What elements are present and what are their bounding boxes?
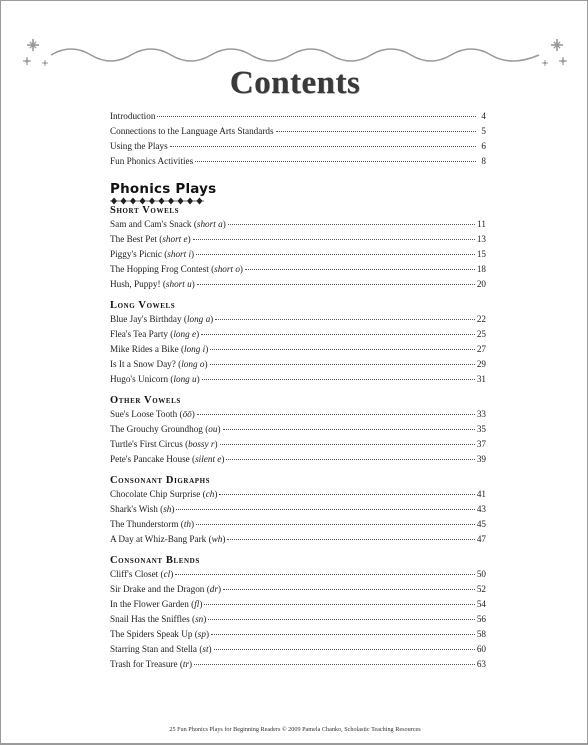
diamond-mark (111, 198, 117, 205)
toc-entry-page-number: 6 (481, 141, 486, 151)
toc-entry-title: Shark's Wish (110, 504, 158, 514)
dot-leader (214, 649, 475, 650)
toc-entry-label: Snail Has the Sniffles (sn) (110, 614, 207, 624)
toc-entry-page-number: 20 (476, 279, 486, 289)
toc-entry-phonics-hint: tr (182, 659, 190, 669)
toc-entry (110, 489, 486, 504)
toc-entry-label: Mike Rides a Bike (long i) (110, 344, 209, 354)
toc-entry-page-number: 45 (476, 519, 486, 529)
toc-entry-phonics-hint: short e (162, 234, 188, 244)
toc-entry (110, 424, 486, 439)
toc-entry-page-number: 50 (476, 569, 486, 579)
toc-entry-phonics-hint: sp (197, 629, 206, 639)
diamond-mark (168, 198, 174, 205)
toc-entry-page-number: 63 (476, 659, 486, 669)
diamond-mark (187, 198, 193, 205)
toc-sections (110, 205, 486, 674)
toc-entry-title: Pete's Pancake House (110, 454, 190, 464)
toc-entry-phonics-hint: long u (173, 374, 197, 384)
dot-leader (170, 146, 476, 147)
toc-entry-title: Chocolate Chip Surprise (110, 489, 201, 499)
toc-entry (110, 504, 486, 519)
toc-entry-title: Mike Rides a Bike (110, 344, 179, 354)
dot-leader (201, 334, 475, 335)
toc-entry-page-number: 37 (476, 439, 486, 449)
page-footer: 25 Fun Phonics Plays for Beginning Readers © 2009 Pamela Chanko, Scholastic Teaching Resources (169, 726, 421, 733)
toc-entry-phonics-hint: short u (165, 279, 192, 289)
toc-entry (110, 584, 486, 599)
dot-leader (215, 319, 475, 320)
toc-entry-page-number: 56 (476, 614, 486, 624)
toc-entry-page-number: 11 (477, 219, 486, 229)
toc-entry (110, 534, 486, 549)
toc-entry-label: In the Flower Garden (fl) (110, 599, 203, 609)
dot-leader (196, 254, 475, 255)
toc-entry-label: Sir Drake and the Dragon (dr) (110, 584, 221, 594)
diamond-mark (130, 198, 136, 205)
toc-entry-phonics-hint: sn (195, 614, 204, 624)
toc-entry-page-number: 27 (476, 344, 486, 354)
toc-entry-phonics-hint: fl (194, 599, 200, 609)
page-title: Contents (229, 65, 361, 101)
section-title: Consonant Blends (110, 555, 200, 566)
toc-entry (110, 141, 486, 156)
toc-entry (110, 629, 486, 644)
toc-entry-title: Trash for Treasure (110, 659, 178, 669)
dot-leader (157, 116, 476, 117)
diamond-mark (178, 198, 184, 205)
toc-entry-label (110, 111, 155, 121)
toc-entry-label: Blue Jay's Birthday (long a) (110, 314, 214, 324)
toc-entry (110, 219, 486, 234)
toc-entry-title: The Spiders Speak Up (110, 629, 193, 639)
toc-entry-phonics-hint: short o (214, 264, 240, 274)
dot-leader (196, 524, 475, 525)
toc-entry (110, 439, 486, 454)
toc-entry-page-number: 25 (476, 329, 486, 339)
toc-entry-title: Snail Has the Sniffles (110, 614, 190, 624)
toc-entry-page-number: 31 (476, 374, 486, 384)
toc-entry-title: Piggy's Picnic (110, 249, 162, 259)
toc-entry (110, 329, 486, 344)
toc-entry-phonics-hint: short i (167, 249, 192, 259)
toc-entry (110, 314, 486, 329)
toc-entry-label (110, 141, 168, 151)
toc-entry (110, 156, 486, 171)
dot-leader (193, 239, 475, 240)
dot-leader (227, 539, 474, 540)
toc-entry-label: The Best Pet (short e) (110, 234, 191, 244)
toc-entry-title: The Best Pet (110, 234, 157, 244)
toc-entry-label: Sue's Loose Tooth (ōō) (110, 409, 195, 419)
toc-entry-phonics-hint: bossy r (188, 439, 215, 449)
toc-entry-phonics-hint: ch (205, 489, 215, 499)
dot-leader (208, 619, 475, 620)
toc-entry-label: Is It a Snow Day? (long o) (110, 359, 208, 369)
toc-entry-page-number: 58 (476, 629, 486, 639)
toc-entry (110, 249, 486, 264)
toc-entry-label: Hugo's Unicorn (long u) (110, 374, 200, 384)
toc-entry-label: Chocolate Chip Surprise (ch) (110, 489, 218, 499)
section-title: Short Vowels (110, 205, 180, 216)
toc-entry-label: The Thunderstorm (th) (110, 519, 195, 529)
toc-entry-title: Hugo's Unicorn (110, 374, 169, 384)
dot-leader (202, 379, 475, 380)
dot-leader (228, 224, 475, 225)
toc-entry (110, 519, 486, 534)
toc-entry (110, 644, 486, 659)
toc-entry-title: Turtle's First Circus (110, 439, 183, 449)
dot-leader (197, 284, 475, 285)
diamond-divider-ornament (110, 197, 204, 205)
toc-entry-title: Connections to the Language Arts Standards (110, 126, 274, 136)
toc-entry-page-number: 54 (476, 599, 486, 609)
toc-entry-phonics-hint: cl (163, 569, 171, 579)
dot-leader (210, 349, 475, 350)
intro-entries (110, 111, 486, 171)
toc-entry-page-number: 43 (476, 504, 486, 514)
toc-entry-title: Starring Stan and Stella (110, 644, 198, 654)
toc-entry-label: Flea's Tea Party (long e) (110, 329, 200, 339)
toc-entry-title: Blue Jay's Birthday (110, 314, 182, 324)
toc-entry-page-number: 15 (476, 249, 486, 259)
dot-leader (245, 269, 475, 270)
toc-entry-title: Sam and Cam's Snack (110, 219, 192, 229)
toc-entry-page-number: 52 (476, 584, 486, 594)
diamond-mark (159, 198, 165, 205)
toc-entry (110, 126, 486, 141)
toc-entry-title: Using the Plays (110, 141, 168, 151)
toc-entry-label: Trash for Treasure (tr) (110, 659, 193, 669)
toc-entry-phonics-hint: long a (186, 314, 211, 324)
dot-leader (219, 494, 474, 495)
toc-entry (110, 264, 486, 279)
diamond-mark (140, 198, 146, 205)
toc-entry (110, 454, 486, 469)
toc-entry-label: Starring Stan and Stella (st) (110, 644, 212, 654)
toc-entry (110, 374, 486, 389)
toc-entry-label: Pete's Pancake House (silent e) (110, 454, 225, 464)
toc-entry-page-number: 4 (481, 111, 486, 121)
toc-entry-title: Cliff's Closet (110, 569, 159, 579)
toc-entry-label: The Spiders Speak Up (sp) (110, 629, 210, 639)
toc-entry-page-number: 29 (476, 359, 486, 369)
dot-leader (223, 429, 475, 430)
toc-entry (110, 614, 486, 629)
toc-entry-label (110, 156, 193, 166)
dot-leader (226, 459, 474, 460)
diamond-mark (121, 198, 127, 205)
toc-entry-label: The Hopping Frog Contest (short o) (110, 264, 243, 274)
dot-leader (194, 664, 475, 665)
toc-entry-title: Sue's Loose Tooth (110, 409, 178, 419)
toc-entry-title: The Thunderstorm (110, 519, 179, 529)
toc-entry-label: The Grouchy Groundhog (ou) (110, 424, 221, 434)
toc-entry (110, 344, 486, 359)
section-title: Other Vowels (110, 395, 181, 406)
toc-entry-phonics-hint: sh (163, 504, 172, 514)
toc-entry-label: Turtle's First Circus (bossy r) (110, 439, 218, 449)
toc-entry-page-number: 47 (476, 534, 486, 544)
toc-entry-label: Shark's Wish (sh) (110, 504, 175, 514)
toc-entry (110, 359, 486, 374)
toc-entry (110, 234, 486, 249)
toc-entry (110, 111, 486, 126)
toc-entry-phonics-hint: silent e (195, 454, 222, 464)
dot-leader (176, 509, 474, 510)
dot-leader (220, 444, 475, 445)
dot-leader (276, 131, 476, 132)
diamond-mark (197, 198, 203, 205)
toc-entry-page-number: 41 (476, 489, 486, 499)
toc-entry-page-number: 35 (476, 424, 486, 434)
toc-entry-title: In the Flower Garden (110, 599, 189, 609)
diamond-mark (149, 198, 155, 205)
toc-entry-title: The Grouchy Groundhog (110, 424, 203, 434)
toc-entry-title: Introduction (110, 111, 156, 121)
toc-entry-phonics-hint: short a (196, 219, 223, 229)
plays-heading: Phonics Plays (110, 181, 217, 197)
toc-entry-phonics-hint: ōō (182, 409, 192, 419)
dot-leader (175, 574, 475, 575)
toc-entry (110, 569, 486, 584)
toc-entry-label: A Day at Whiz-Bang Park (wh) (110, 534, 226, 544)
toc-entry-title: A Day at Whiz-Bang Park (110, 534, 207, 544)
dot-leader (211, 634, 475, 635)
toc-entry-page-number: 22 (476, 314, 486, 324)
toc-entry-phonics-hint: long i (184, 344, 206, 354)
toc-entry-page-number: 18 (476, 264, 486, 274)
toc-entry-phonics-hint: dr (209, 584, 218, 594)
section-title: Consonant Digraphs (110, 475, 211, 486)
dot-leader (204, 604, 474, 605)
toc-entry (110, 409, 486, 424)
toc-entry (110, 659, 486, 674)
toc-entry-label (110, 126, 274, 136)
toc-entry-title: Hush, Puppy! (110, 279, 161, 289)
toc-entry-label: Hush, Puppy! (short u) (110, 279, 195, 289)
toc-entry-title: Is It a Snow Day? (110, 359, 176, 369)
dot-leader (197, 414, 475, 415)
toc-entry-phonics-hint: long o (181, 359, 205, 369)
toc-entry-page-number: 13 (476, 234, 486, 244)
toc-entry-page-number: 60 (476, 644, 486, 654)
toc-entry-title: Sir Drake and the Dragon (110, 584, 205, 594)
toc-entry-label: Cliff's Closet (cl) (110, 569, 174, 579)
toc-entry (110, 599, 486, 614)
toc-entry-phonics-hint: long e (173, 329, 197, 339)
toc-entry-title: The Hopping Frog Contest (110, 264, 209, 274)
toc-entry-phonics-hint: th (183, 519, 191, 529)
toc-entry-phonics-hint: wh (211, 534, 223, 544)
toc-entry-phonics-hint: ou (208, 424, 218, 434)
toc-entry-page-number: 33 (476, 409, 486, 419)
toc-entry-label: Sam and Cam's Snack (short a) (110, 219, 226, 229)
section-title: Long Vowels (110, 300, 176, 311)
toc-entry-page-number: 39 (476, 454, 486, 464)
toc-entry-label: Piggy's Picnic (short i) (110, 249, 195, 259)
dot-leader (195, 161, 476, 162)
toc-entry-page-number: 8 (481, 156, 486, 166)
toc-entry (110, 279, 486, 294)
toc-entry-title: Flea's Tea Party (110, 329, 168, 339)
toc-entry-phonics-hint: st (202, 644, 209, 654)
toc-entry-page-number: 5 (481, 126, 486, 136)
toc-entry-title: Fun Phonics Activities (110, 156, 194, 166)
dot-leader (223, 589, 475, 590)
dot-leader (210, 364, 475, 365)
